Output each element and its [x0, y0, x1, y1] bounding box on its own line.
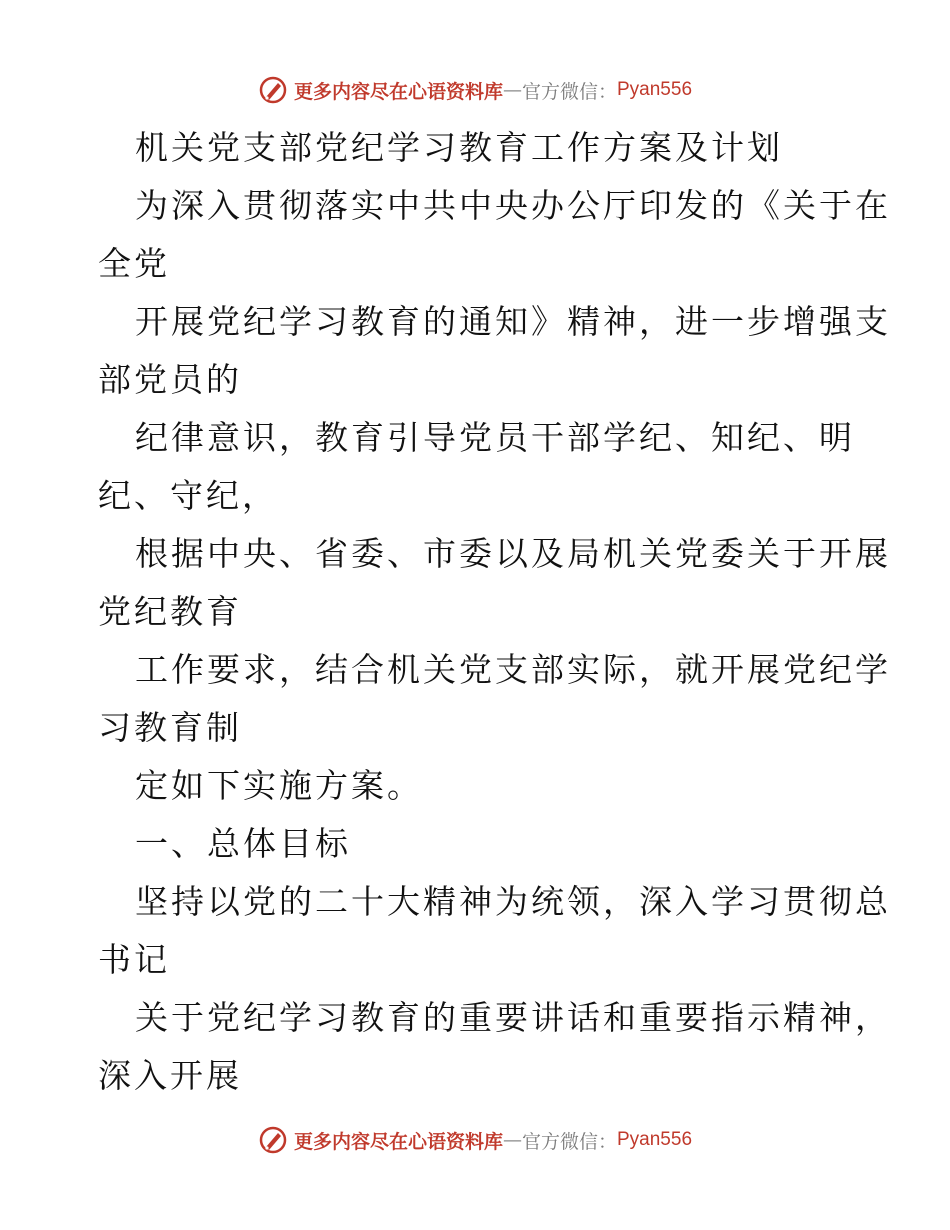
watermark-separator: —	[502, 79, 522, 101]
text-line: 定如下实施方案。	[135, 766, 423, 805]
text-line: 纪律意识，教育引导党员干部学纪、知纪、明	[135, 418, 855, 457]
watermark-wechat-label: 官方微信：	[521, 80, 617, 103]
text-line: 为深入贯彻落实中共中央办公厅印发的《关于在	[135, 186, 891, 225]
text-line: 纪、守纪，	[98, 476, 278, 515]
text-line: 一、总体目标	[135, 824, 351, 863]
text-line: 习教育制	[98, 708, 242, 747]
watermark-site-text: 更多内容尽在心语资料库	[293, 80, 503, 103]
text-line: 坚持以党的二十大精神为统领，深入学习贯彻总	[135, 882, 891, 921]
text-line: 部党员的	[98, 360, 242, 399]
watermark-separator: —	[502, 1129, 522, 1151]
text-line: 书记	[98, 940, 170, 979]
text-line: 全党	[98, 244, 170, 283]
text-line: 根据中央、省委、市委以及局机关党委关于开展	[135, 534, 891, 573]
watermark-wechat-handle: Pyan556	[617, 1129, 693, 1150]
text-line: 关于党纪学习教育的重要讲话和重要指示精神，	[135, 998, 891, 1037]
watermark-wechat-label: 官方微信：	[521, 1130, 617, 1153]
text-line: 深入开展	[98, 1056, 242, 1095]
pen-logo-icon	[258, 1125, 288, 1155]
pen-logo-icon	[258, 75, 288, 105]
text-line: 开展党纪学习教育的通知》精神，进一步增强支	[135, 302, 891, 341]
text-line: 党纪教育	[98, 592, 242, 631]
document-body	[98, 119, 891, 1105]
document-title: 机关党支部党纪学习教育工作方案及计划	[135, 128, 783, 167]
footer-watermark	[0, 1120, 950, 1160]
text-line: 工作要求，结合机关党支部实际，就开展党纪学	[135, 650, 891, 689]
watermark-wechat-handle: Pyan556	[617, 79, 693, 100]
watermark-site-text: 更多内容尽在心语资料库	[293, 1130, 503, 1153]
header-watermark	[0, 70, 950, 110]
